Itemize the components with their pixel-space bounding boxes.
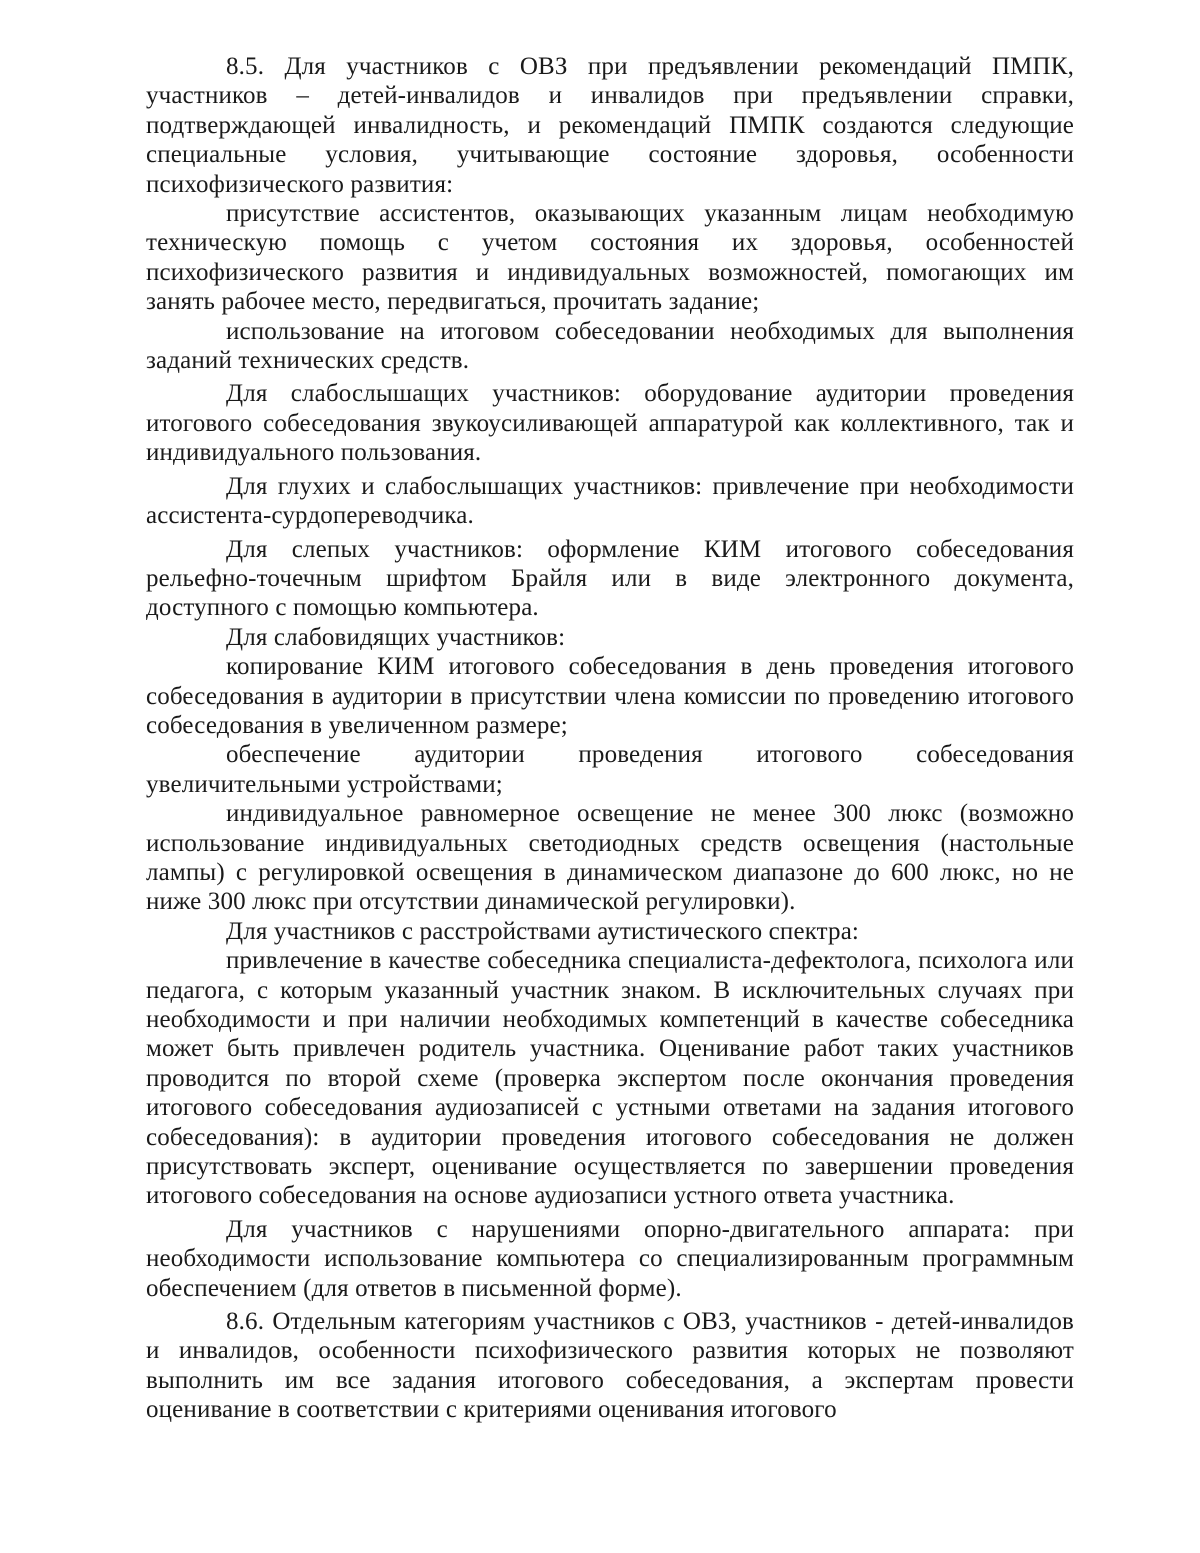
- paragraph-visually-impaired-heading: Для слабовидящих участников:: [226, 623, 566, 651]
- paragraph-copying-kim: копирование КИМ итогового собеседования в день проведения итогового собеседования в аудитории в присутствии члена комиссии по проведению итогового собеседования в увеличенном размере;: [146, 653, 1074, 739]
- document-page: [146, 52, 1074, 1425]
- paragraph-musculoskeletal: Для участников с нарушениями опорно-двигательного аппарата: при необходимости использование компьютера со специализированным программным обеспечением (для ответов в письменной форме).: [146, 1215, 1074, 1302]
- paragraph-magnifiers: обеспечение аудитории проведения итогового собеседования увеличительными устройствами;: [146, 741, 1074, 798]
- paragraph-autism-heading: Для участников с расстройствами аутистического спектра:: [226, 917, 860, 945]
- paragraph-autism-interlocutor: привлечение в качестве собеседника специалиста-дефектолога, психолога или педагога, с которым указанный участник знаком. В исключительных случаях при необходимости и при наличии необходимых компетенций в качестве собеседника может быть привлечен родитель участника. Оценивание работ таких участников проводится по второй схеме (проверка экспертом после окончания проведения итогового собеседования аудиозаписей с устными ответами на задания итогового собеседования): в аудитории проведения итогового собеседования не должен присутствовать эксперт, оценивание осуществляется по завершении проведения итогового собеседования на основе аудиозаписи устного ответа участника.: [146, 947, 1074, 1210]
- paragraph-lighting: индивидуальное равномерное освещение не менее 300 люкс (возможно использование индивидуальных светодиодных средств освещения (настольные лампы) с регулировкой освещения в динамическом диапазоне до 600 люкс, но не ниже 300 люкс при отсутствии динамической регулировки).: [146, 800, 1074, 916]
- paragraph-8-5-intro: 8.5. Для участников с ОВЗ при предъявлении рекомендаций ПМПК, участников – детей-инвалидов и инвалидов при предъявлении справки, подтверждающей инвалидность, и рекомендаций ПМПК создаются следующие специальные условия, учитывающие состояние здоровья, особенности психофизического развития:: [146, 53, 1074, 198]
- paragraph-deaf: Для глухих и слабослышащих участников: привлечение при необходимости ассистента-сурдопереводчика.: [146, 472, 1074, 530]
- paragraph-hard-of-hearing: Для слабослышащих участников: оборудование аудитории проведения итогового собеседования звукоусиливающей аппаратурой как коллективного, так и индивидуального пользования.: [146, 380, 1074, 467]
- paragraph-assistants: присутствие ассистентов, оказывающих указанным лицам необходимую техническую помощь с учетом состояния их здоровья, особенностей психофизического развития и индивидуальных возможностей, помогающих им занять рабочее место, передвигаться, прочитать задание;: [146, 200, 1074, 316]
- paragraph-blind: Для слепых участников: оформление КИМ итогового собеседования рельефно-точечным шрифтом Брайля или в виде электронного документа, доступного с помощью компьютера.: [146, 535, 1074, 622]
- paragraph-technical-means: использование на итоговом собеседовании необходимых для выполнения заданий технических средств.: [146, 317, 1074, 375]
- paragraph-8-6: 8.6. Отдельным категориям участников с ОВЗ, участников - детей-инвалидов и инвалидов, особенности психофизического развития которых не позволяют выполнить им все задания итогового собеседования, а экспертам провести оценивание в соответствии с критериями оценивания итогового: [146, 1308, 1074, 1424]
